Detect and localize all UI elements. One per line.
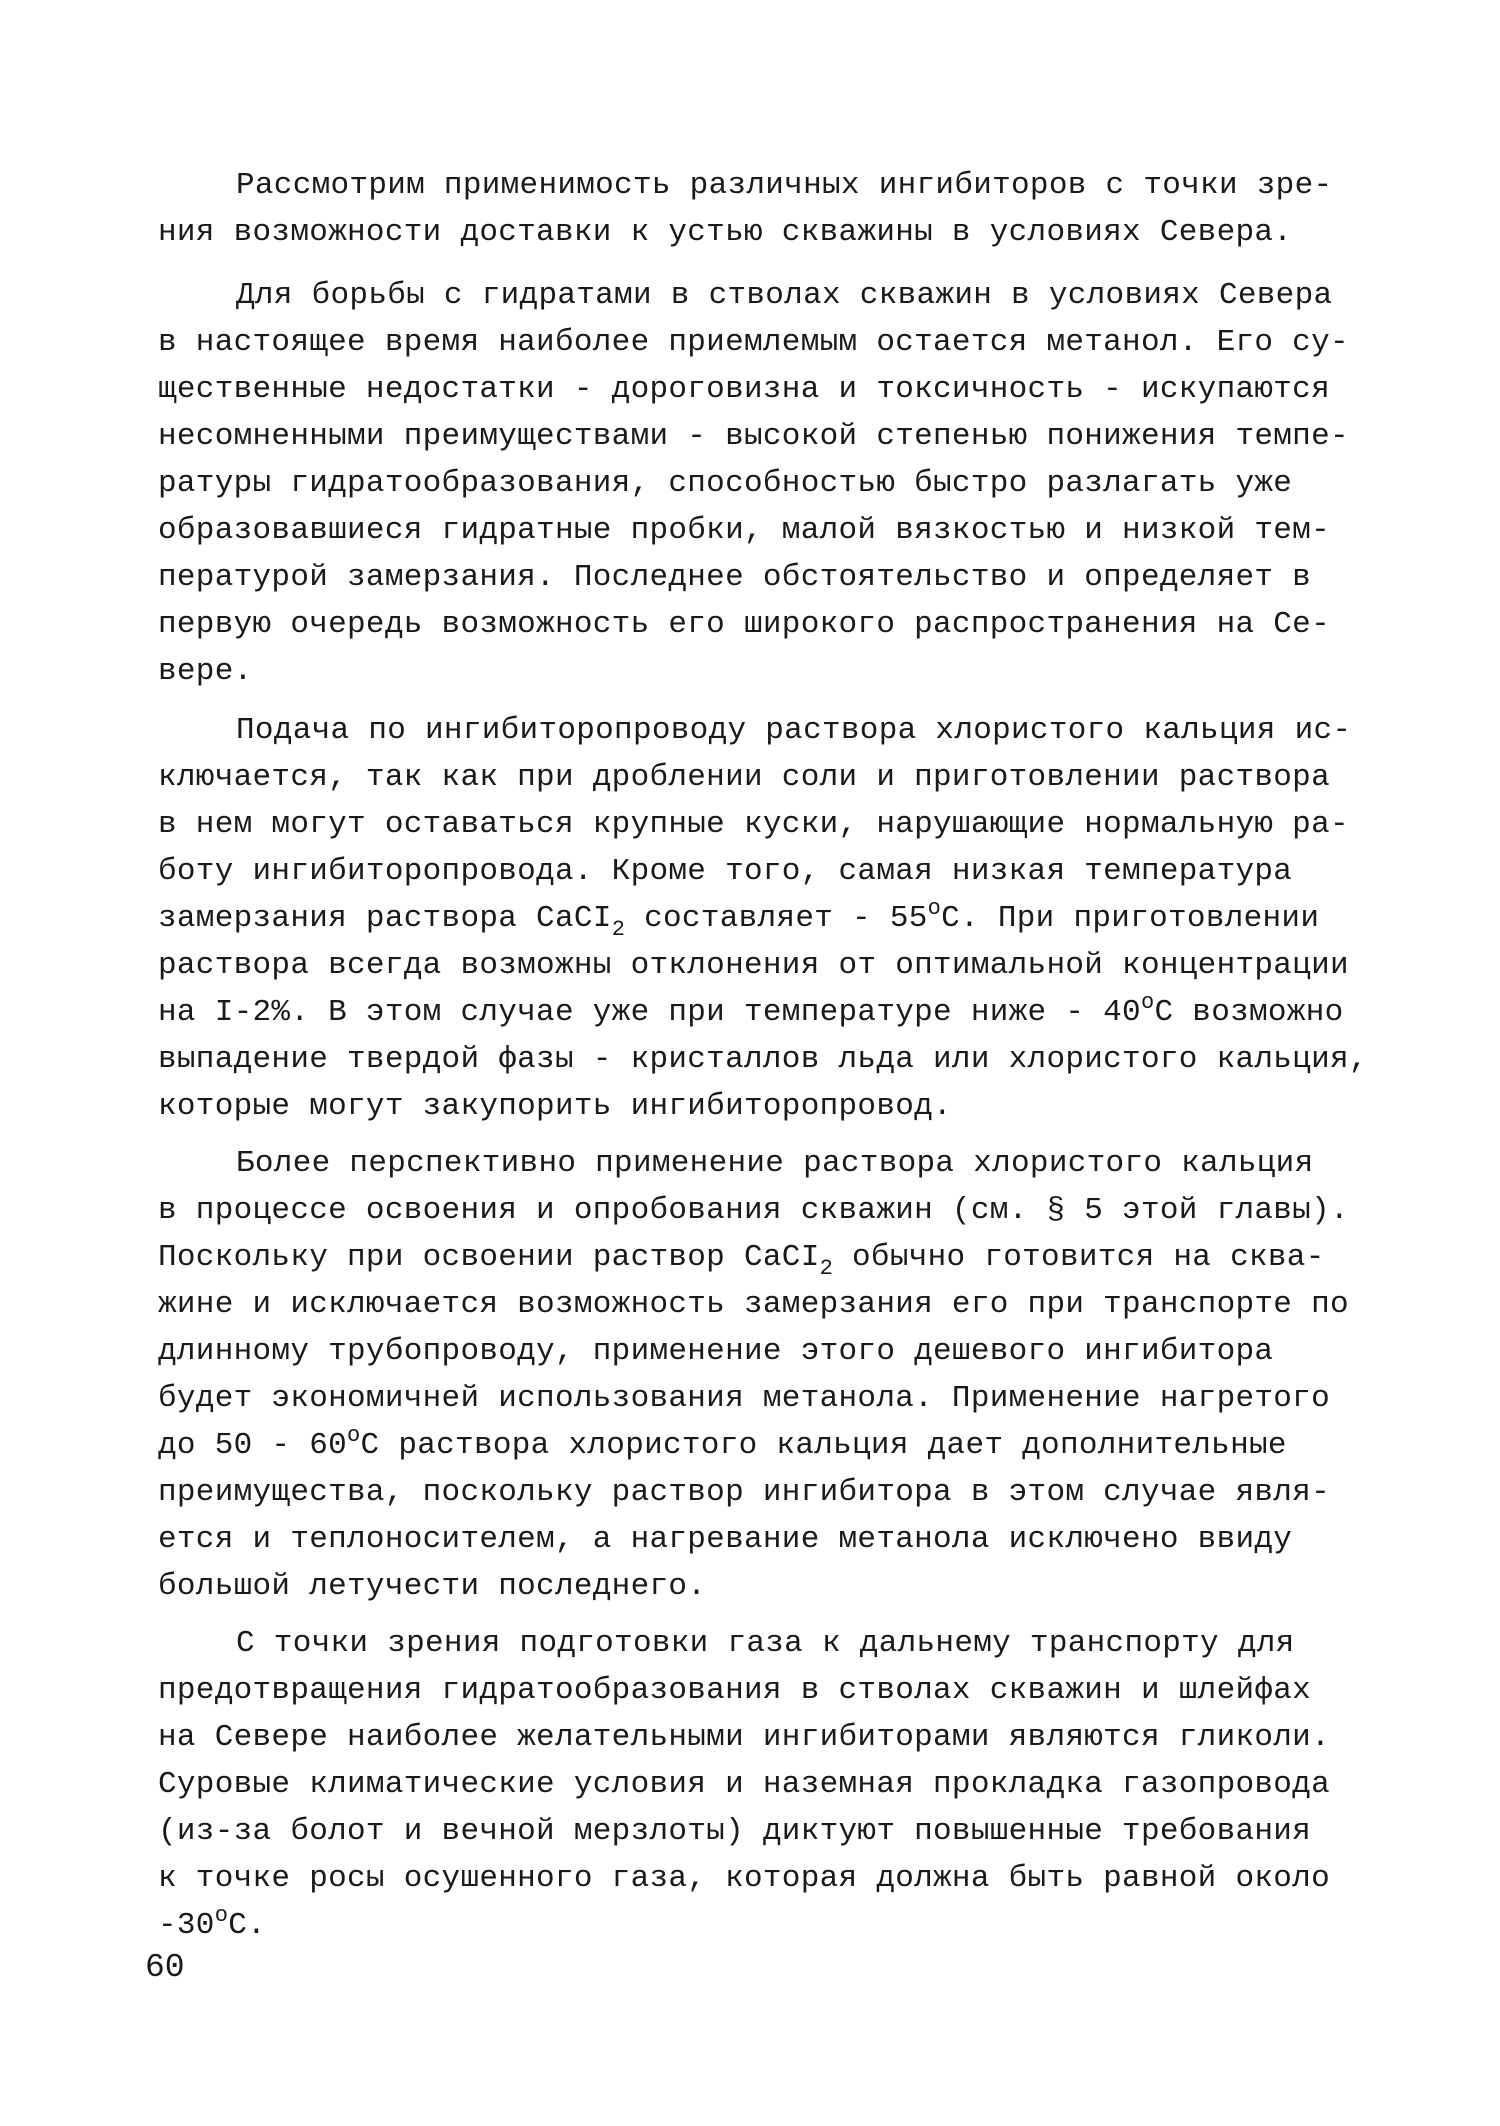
text-segment: С раствора хлористого кальция дает дополнительные <box>360 1428 1287 1463</box>
page-number: 60 <box>145 1949 185 1986</box>
text-segment: до 50 - 60 <box>158 1428 348 1463</box>
text-line: длинному трубопроводу, применение этого дешевого ингибитора <box>158 1334 1274 1369</box>
text-segment: обычно готовится на сква- <box>833 1240 1325 1275</box>
text-segment: на I-2%. В этом случае уже при температуре ниже - 40 <box>158 995 1141 1030</box>
text-line: ключается, так как при дроблении соли и приготовлении раствора <box>158 760 1330 795</box>
degree-superscript: о <box>927 896 942 921</box>
text-line: вере. <box>158 654 253 689</box>
text-line: щественные недостатки - дороговизна и токсичность - искупаются <box>158 372 1330 407</box>
degree-superscript: о <box>347 1423 361 1448</box>
text-line: будет экономичней использования метанола. Применение нагретого <box>158 1381 1330 1416</box>
text-line <box>158 1422 1388 1469</box>
text-segment: составляет - 55 <box>625 901 928 936</box>
text-line <box>158 989 1388 1036</box>
text-line <box>158 895 1388 942</box>
text-line: образовавшиеся гидратные пробки, малой вязкостью и низкой тем- <box>158 513 1330 548</box>
text-line: Рассмотрим применимость различных ингибиторов с точки зре- <box>236 168 1333 203</box>
text-line: (из-за болот и вечной мерзлоты) диктуют повышенные требования <box>158 1814 1312 1849</box>
text-segment: Поскольку при освоении раствор CaCI <box>158 1240 820 1275</box>
text-line: пературой замерзания. Последнее обстоятельство и определяет в <box>158 560 1312 595</box>
text-line: большой летучести последнего. <box>158 1569 707 1604</box>
text-line: С точки зрения подготовки газа к дальнему транспорту для <box>236 1626 1295 1661</box>
text-line: ется и теплоносителем, а нагревание метанола исключено ввиду <box>158 1522 1293 1557</box>
subscript: 2 <box>819 1256 834 1281</box>
text-line: ратуры гидратообразования, способностью быстро разлагать уже <box>158 466 1293 501</box>
paragraph-1 <box>158 162 1388 256</box>
text-segment: замерзания раствора CaCI <box>158 901 612 936</box>
text-line: на Севере наиболее желательными ингибиторами являются гликоли. <box>158 1720 1330 1755</box>
text-line: первую очередь возможность его широкого распространения на Се- <box>158 607 1330 642</box>
text-line: выпадение твердой фазы - кристаллов льда или хлористого кальция, <box>158 1042 1368 1077</box>
text-segment: С возможно <box>1154 995 1344 1030</box>
paragraph-2 <box>158 272 1388 695</box>
text-line: Суровые климатические условия и наземная прокладка газопровода <box>158 1767 1330 1802</box>
paragraph-4 <box>158 1140 1388 1610</box>
text-segment: -30 <box>158 1908 215 1943</box>
text-line: боту ингибиторопровода. Кроме того, самая низкая температура <box>158 854 1293 889</box>
text-line: Для борьбы с гидратами в стволах скважин в условиях Севера <box>236 278 1333 313</box>
subscript: 2 <box>611 917 626 942</box>
paragraph-5 <box>158 1620 1388 1949</box>
text-line: в процессе освоения и опробования скважин (см. § 5 этой главы). <box>158 1193 1349 1228</box>
text-segment: С. При приготовлении <box>941 901 1320 936</box>
paragraph-3 <box>158 707 1388 1130</box>
degree-superscript: о <box>214 1903 229 1928</box>
text-line: к точке росы осушенного газа, которая должна быть равной около <box>158 1861 1330 1896</box>
text-line: жине и исключается возможность замерзания его при транспорте по <box>158 1287 1349 1322</box>
text-line: несомненными преимуществами - высокой степенью понижения темпе- <box>158 419 1349 454</box>
text-line: Более перспективно применение раствора хлористого кальция <box>236 1146 1314 1181</box>
text-line <box>158 1902 1388 1949</box>
text-line: которые могут закупорить ингибиторопровод. <box>158 1089 952 1124</box>
text-line: предотвращения гидратообразования в стволах скважин и шлейфах <box>158 1673 1312 1708</box>
text-line: ния возможности доставки к устью скважины в условиях Севера. <box>158 215 1293 250</box>
text-line: в настоящее время наиболее приемлемым остается метанол. Его су- <box>158 325 1349 360</box>
text-line <box>158 1234 1388 1281</box>
text-line: раствора всегда возможны отклонения от оптимальной концентрации <box>158 948 1349 983</box>
text-line: преимущества, поскольку раствор ингибитора в этом случае явля- <box>158 1475 1330 1510</box>
degree-superscript: о <box>1140 990 1155 1015</box>
text-line: Подача по ингибиторопроводу раствора хлористого кальция ис- <box>236 713 1352 748</box>
text-segment: С. <box>228 1908 267 1943</box>
text-line: в нем могут оставаться крупные куски, нарушающие нормальную ра- <box>158 807 1349 842</box>
